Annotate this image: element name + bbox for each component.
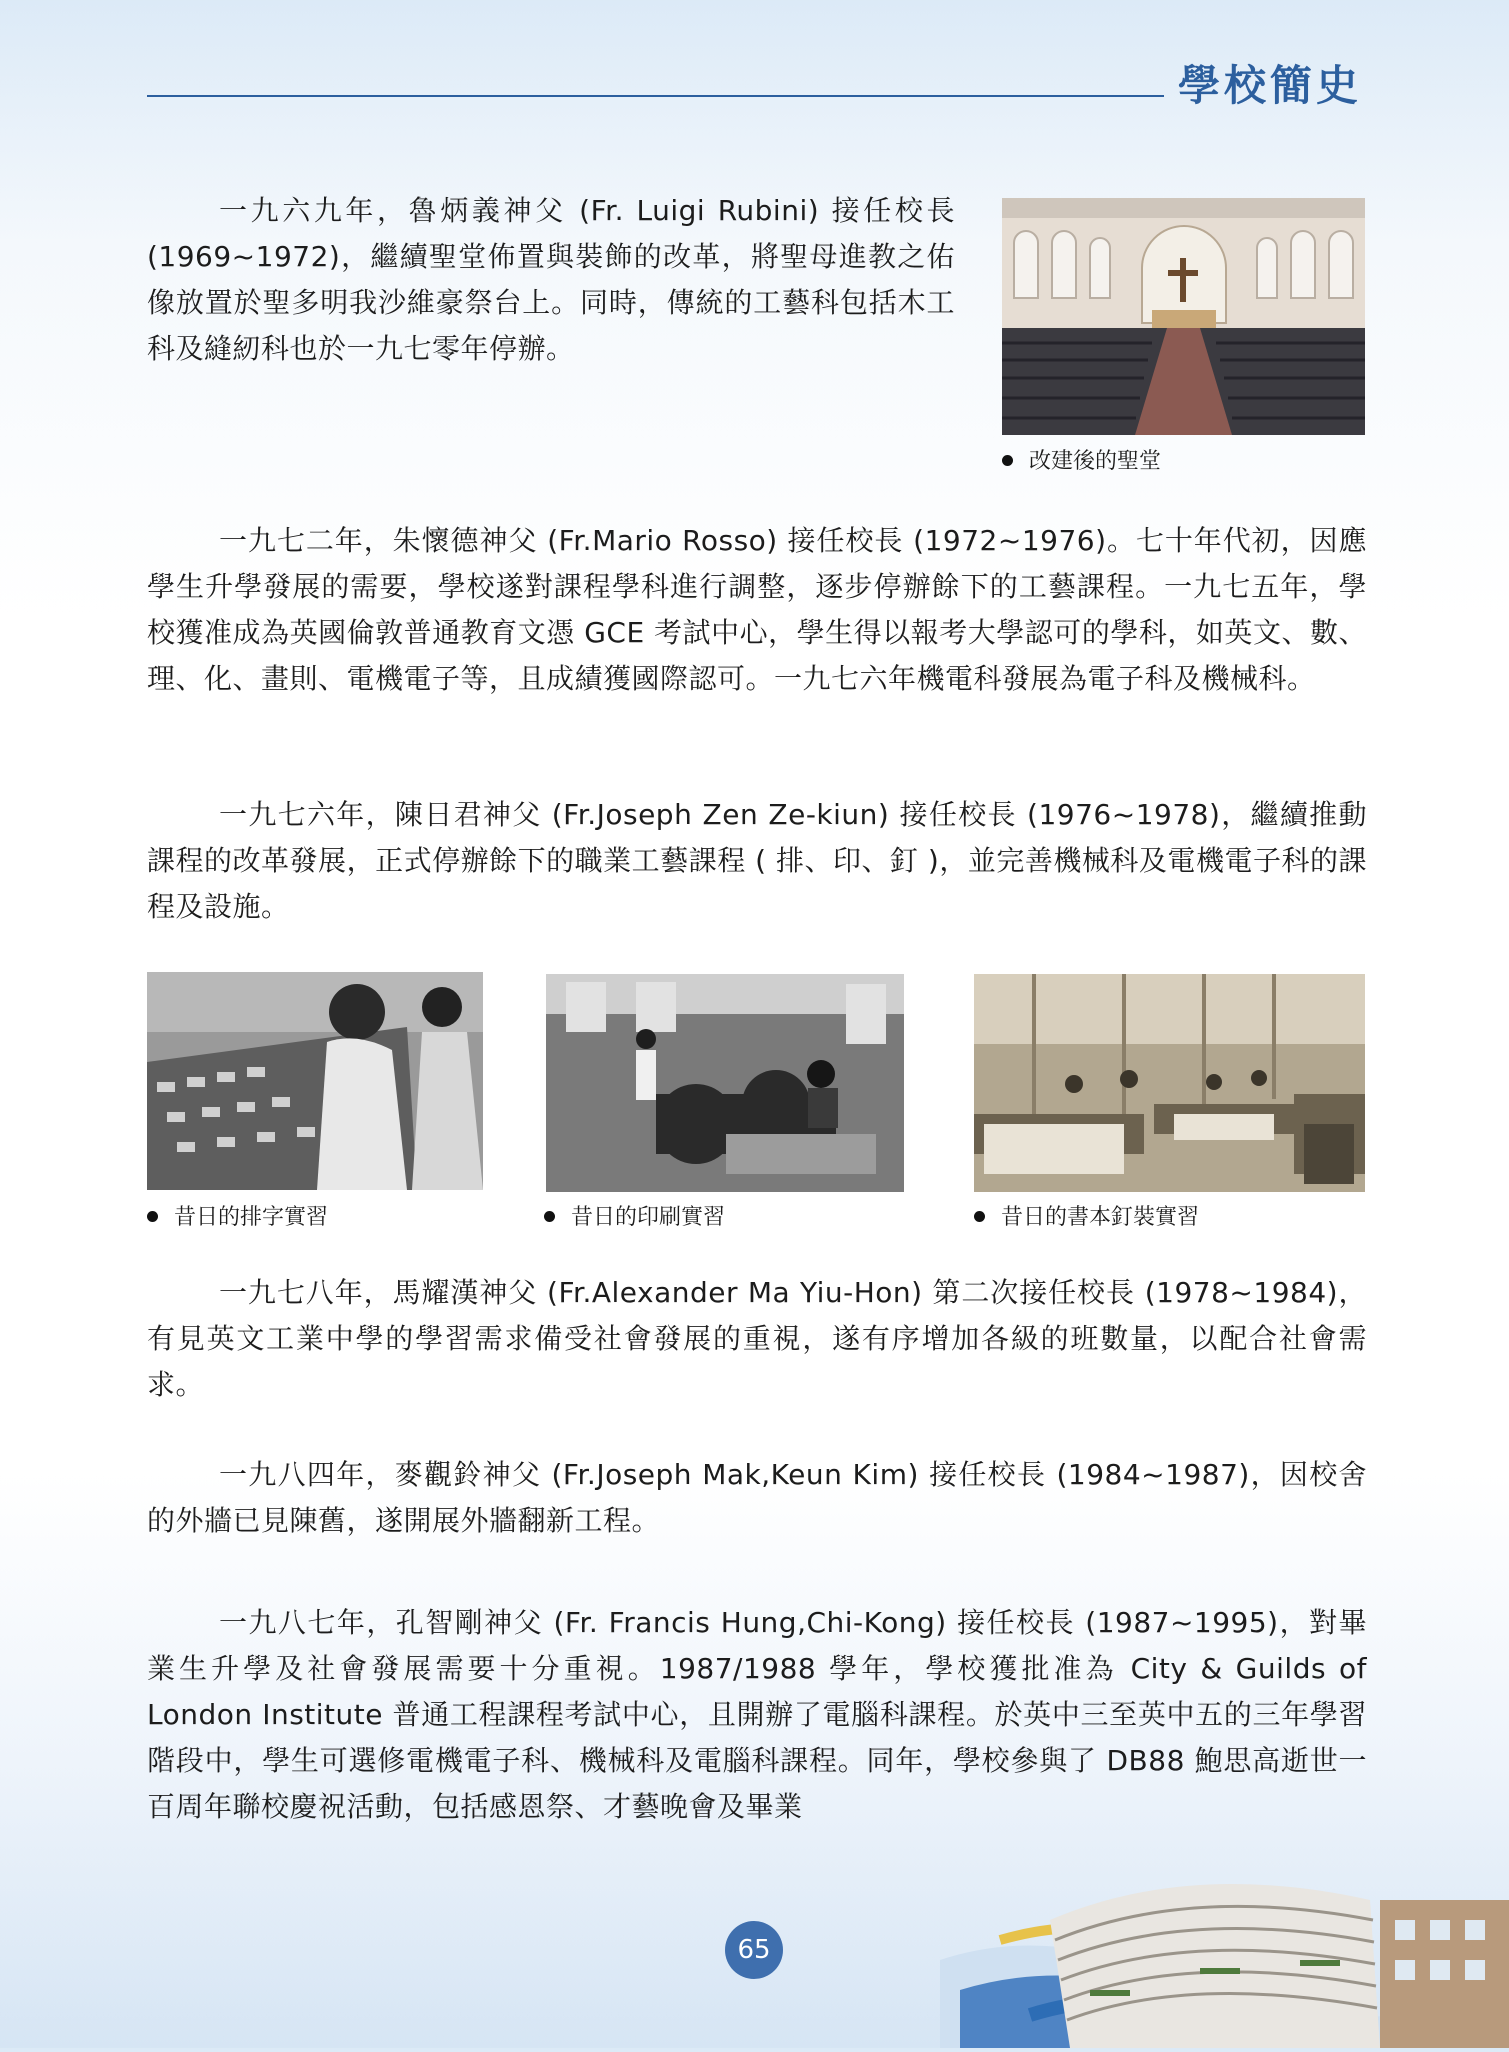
caption-typesetting bbox=[147, 1203, 328, 1233]
caption-bookbinding bbox=[974, 1203, 1199, 1233]
paragraph-1976: 一九七六年，陳日君神父 (Fr.Joseph Zen Ze-kiun) 接任校長 (1976~1978)，繼續推動課程的改革發展，正式停辦餘下的職業工藝課程 ( 排、印、釘 )，並完善機械科及電機電子科的課程及設施。 bbox=[147, 798, 1367, 923]
caption-printing-text: 昔日的印刷實習 bbox=[571, 1205, 726, 1230]
caption-bookbinding-text: 昔日的書本釘裝實習 bbox=[1001, 1205, 1200, 1230]
caption-church bbox=[1002, 447, 1161, 477]
school-building-illustration bbox=[940, 1840, 1509, 2048]
bookbinding-photo bbox=[974, 974, 1365, 1192]
bullet-icon bbox=[147, 1211, 158, 1222]
caption-church-text: 改建後的聖堂 bbox=[1029, 449, 1162, 474]
paragraph-1969: 一九六九年，魯炳義神父 (Fr. Luigi Rubini) 接任校長 (1969~1972)，繼續聖堂佈置與裝飾的改革，將聖母進教之佑像放置於聖多明我沙維豪祭台上。同時，傳統的工藝科包括木工科及縫紉科也於一九七零年停辦。 bbox=[147, 194, 955, 365]
paragraph-1978: 一九七八年，馬耀漢神父 (Fr.Alexander Ma Yiu-Hon) 第二次接任校長 (1978~1984)，有見英文工業中學的學習需求備受社會發展的重視，遂有序增加各級的班數量，以配合社會需求。 bbox=[147, 1276, 1367, 1401]
bullet-icon bbox=[1002, 455, 1013, 466]
page-title: 學校簡史 bbox=[1178, 61, 1363, 110]
caption-typesetting-text: 昔日的排字實習 bbox=[174, 1205, 329, 1230]
page-number-badge: 65 bbox=[725, 1921, 783, 1979]
paragraph-1972: 一九七二年，朱懷德神父 (Fr.Mario Rosso) 接任校長 (1972~1976)。七十年代初，因應學生升學發展的需要，學校遂對課程學科進行調整，逐步停辦餘下的工藝課程。一九七五年，學校獲准成為英國倫敦普通教育文憑 GCE 考試中心，學生得以報考大學認可的學科，如英文、數、理、化、畫則、電機電子等，且成績獲國際認可。一九七六年機電科發展為電子科及機械科。 bbox=[147, 524, 1367, 695]
typesetting-photo bbox=[147, 972, 483, 1190]
paragraph-1984: 一九八四年，麥觀鈴神父 (Fr.Joseph Mak,Keun Kim) 接任校長 (1984~1987)，因校舍的外牆已見陳舊，遂開展外牆翻新工程。 bbox=[147, 1458, 1367, 1537]
bullet-icon bbox=[544, 1211, 555, 1222]
paragraph-1987: 一九八七年，孔智剛神父 (Fr. Francis Hung,Chi-Kong) 接任校長 (1987~1995)，對畢業生升學及社會發展需要十分重視。1987/1988 學年，學校獲批准為 City & Guilds of London Institute 普通工程課程考試中心，且開辦了電腦科課程。於英中三至英中五的三年學習階段中，學生可選修電機電子科、機械科及電腦科課程。同年，學校參與了 DB88 鮑思高逝世一百周年聯校慶祝活動，包括感恩祭、才藝晚會及畢業 bbox=[147, 1606, 1367, 1823]
header-rule bbox=[147, 95, 1164, 97]
bullet-icon bbox=[974, 1211, 985, 1222]
caption-printing bbox=[544, 1203, 725, 1233]
church-interior-photo bbox=[1002, 198, 1365, 435]
printing-photo bbox=[546, 974, 904, 1192]
